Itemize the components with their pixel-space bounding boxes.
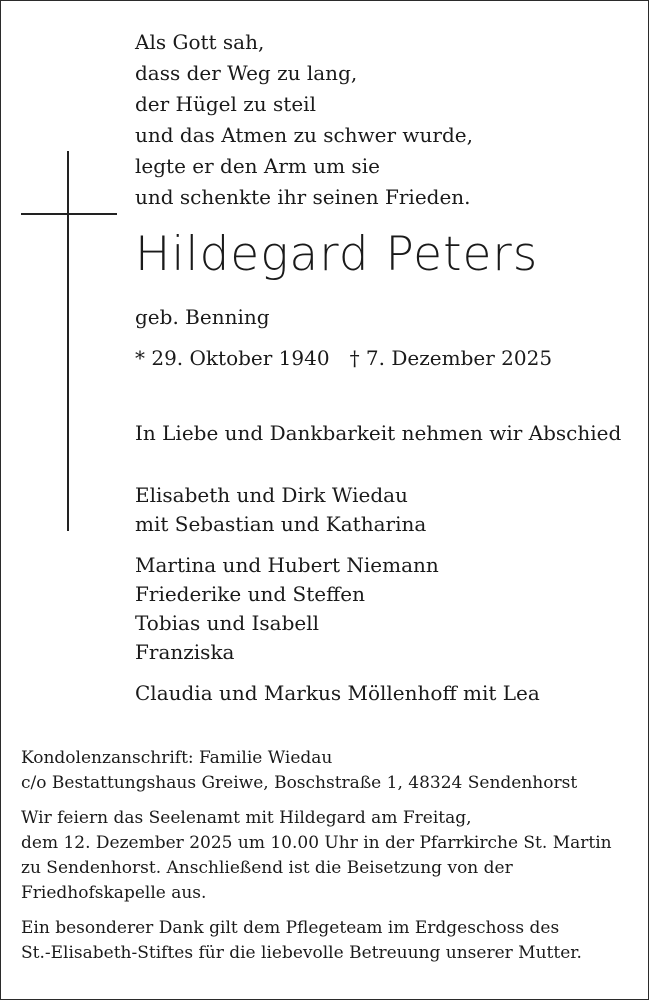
birth-date: * 29. Oktober 1940: [135, 346, 330, 370]
mourner-line: mit Sebastian und Katharina: [135, 512, 427, 536]
mourner-line: Franziska: [135, 640, 235, 664]
footer-line: dem 12. Dezember 2025 um 10.00 Uhr in der Pfarrkirche St. Martin: [21, 833, 612, 853]
footer-line: St.-Elisabeth-Stiftes für die liebevolle Betreuung unserer Mutter.: [21, 943, 582, 963]
service-details: [21, 806, 631, 906]
life-dates: [135, 346, 552, 370]
thanks-note: [21, 916, 631, 966]
footer-line: Ein besonderer Dank gilt dem Pflegeteam im Erdgeschoss des: [21, 918, 560, 938]
mourner-group: [135, 551, 540, 667]
farewell-text: In Liebe und Dankbarkeit nehmen wir Abschied: [135, 421, 622, 445]
mourner-line: Friederike und Steffen: [135, 582, 365, 606]
cross-icon-horizontal: [21, 213, 117, 215]
poem-line: und das Atmen zu schwer wurde,: [135, 123, 473, 147]
footer-line: Wir feiern das Seelenamt mit Hildegard am Freitag,: [21, 808, 472, 828]
poem-line: dass der Weg zu lang,: [135, 61, 358, 85]
mourner-group: [135, 679, 540, 708]
poem-line: Als Gott sah,: [135, 30, 265, 54]
maiden-name: geb. Benning: [135, 305, 270, 329]
footer-line: zu Sendenhorst. Anschließend ist die Beisetzung von der: [21, 858, 513, 878]
mourner-line: Tobias und Isabell: [135, 611, 320, 635]
footer-line: Friedhofskapelle aus.: [21, 883, 207, 903]
poem-line: der Hügel zu steil: [135, 92, 316, 116]
mourners-list: [135, 481, 540, 720]
death-date: † 7. Dezember 2025: [349, 346, 553, 370]
mourner-group: [135, 481, 540, 539]
footer-info: [21, 746, 631, 976]
footer-line: Kondolenzanschrift: Familie Wiedau: [21, 748, 333, 768]
poem-line: und schenkte ihr seinen Frieden.: [135, 185, 471, 209]
deceased-name: Hildegard Peters: [135, 227, 539, 282]
poem-line: legte er den Arm um sie: [135, 154, 380, 178]
cross-icon-vertical: [67, 151, 69, 531]
mourner-line: Claudia und Markus Möllenhoff mit Lea: [135, 681, 540, 705]
mourner-line: Martina und Hubert Niemann: [135, 553, 439, 577]
condolence-address: [21, 746, 631, 796]
footer-line: c/o Bestattungshaus Greiwe, Boschstraße 1, 48324 Sendenhorst: [21, 773, 578, 793]
mourner-line: Elisabeth und Dirk Wiedau: [135, 483, 408, 507]
poem: [135, 27, 473, 213]
